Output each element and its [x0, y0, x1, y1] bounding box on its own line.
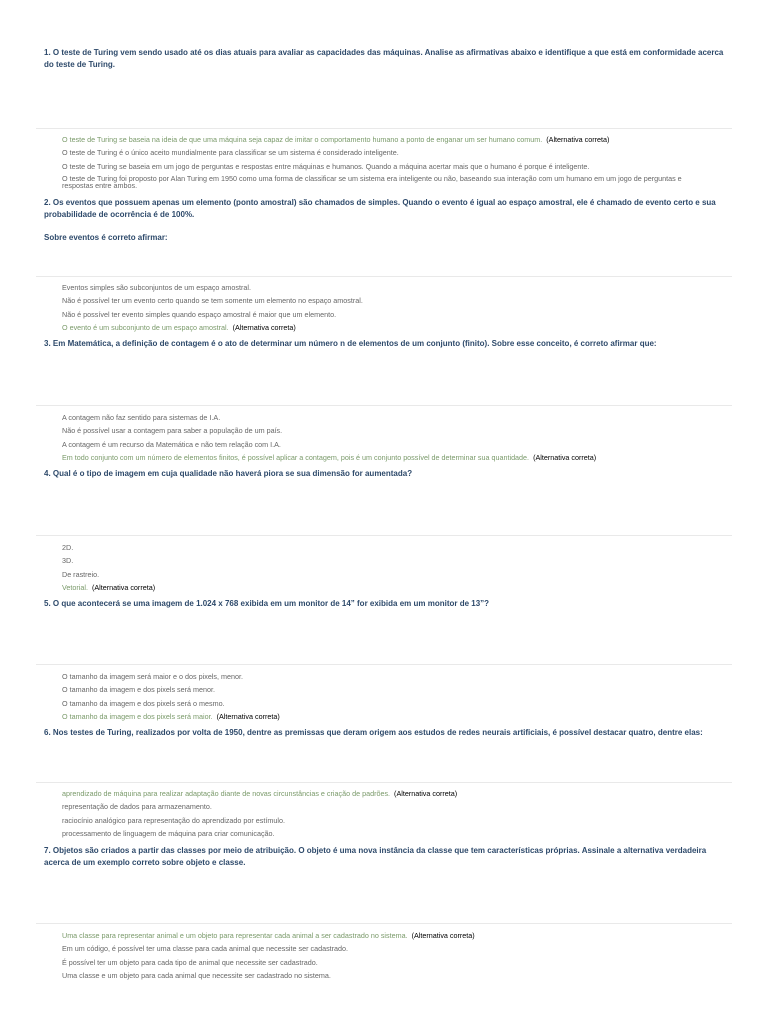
correct-answer-tag: (Alternativa correta) [411, 931, 475, 940]
option-text: Não é possível ter evento simples quando espaço amostral é maior que um elemento. [62, 309, 337, 319]
option-text: O teste de Turing se baseia na ideia de que uma máquina seja capaz de imitar o comportamento humano a ponto de enganar um ser humano comum. [62, 135, 543, 144]
option-text: É possível ter um objeto para cada tipo de animal que necessite ser cadastrado. [62, 957, 318, 967]
answer-option-correct [62, 583, 724, 596]
question-text [44, 598, 726, 610]
option-text: O tamanho da imagem e dos pixels será o mesmo. [62, 698, 225, 708]
question-text [44, 47, 726, 70]
answer-option [62, 699, 724, 712]
option-text: Não é possível ter um evento certo quando se tem somente um elemento no espaço amostral. [62, 296, 363, 306]
answer-option-correct [62, 135, 724, 148]
option-text: processamento de linguagem de máquina para criar comunicação. [62, 828, 275, 838]
question-text [44, 338, 726, 350]
option-text: A contagem é um recurso da Matemática e não tem relação com I.A. [62, 439, 281, 449]
answer-options [62, 543, 724, 596]
answer-option [62, 148, 724, 161]
answer-option-correct [62, 712, 724, 725]
answer-option [62, 802, 724, 815]
question-paragraph: 7. Objetos são criados a partir das classes por meio de atribuição. O objeto é uma nova instância da classe que tem características próprias. Assinale a alternativa verdadeira acerca de um exemplo correto sobre objeto e classe. [44, 846, 707, 867]
question-paragraph: 3. Em Matemática, a definição de contagem é o ato de determinar um número n de elementos de um conjunto (finito). Sobre esse conceito, é correto afirmar que: [44, 339, 657, 348]
option-text: A contagem não faz sentido para sistemas de I.A. [62, 413, 221, 422]
question-paragraph: Sobre eventos é correto afirmar: [44, 233, 168, 242]
option-text: aprendizado de máquina para realizar adaptação diante de novas circunstâncias e criação de padrões. [62, 789, 391, 798]
question-2 [44, 197, 726, 244]
correct-answer-tag: (Alternativa correta) [232, 322, 296, 332]
answer-option [62, 958, 724, 971]
answer-option [62, 543, 724, 556]
question-paragraph: 5. O que acontecerá se uma imagem de 1.024 x 768 exibida em um monitor de 14” for exibida em um monitor de 13”? [44, 599, 490, 608]
divider [36, 923, 732, 924]
answer-option [62, 162, 724, 175]
question-text [44, 197, 726, 244]
answer-option-correct [62, 931, 724, 944]
answer-option [62, 816, 724, 829]
option-text: De rastreio. [62, 569, 100, 579]
question-6 [44, 727, 726, 739]
question-paragraph: 4. Qual é o tipo de imagem em cuja qualidade não haverá piora se sua dimensão for aumentada? [44, 469, 413, 478]
answer-option [62, 672, 724, 685]
question-text [44, 468, 726, 480]
option-text: Eventos simples são subconjuntos de um espaço amostral. [62, 283, 251, 292]
answer-options [62, 413, 724, 466]
option-text: Vetorial. [62, 582, 88, 592]
option-text: O tamanho da imagem será maior e o dos pixels, menor. [62, 672, 243, 681]
answer-option [62, 944, 724, 957]
option-text: 2D. [62, 543, 74, 552]
answer-option [62, 296, 724, 309]
question-paragraph: 2. Os eventos que possuem apenas um elemento (ponto amostral) são chamados de simples. Quando o evento é igual ao espaço amostral, ele é chamado de evento certo e sua probabilidade de ocorrência é de 100%. [44, 198, 716, 219]
option-text: O tamanho da imagem e dos pixels será maior. [62, 711, 213, 721]
divider [36, 782, 732, 783]
question-text [44, 845, 726, 868]
answer-option [62, 310, 724, 323]
answer-option [62, 829, 724, 842]
answer-options [62, 931, 724, 984]
answer-option [62, 413, 724, 426]
answer-option [62, 440, 724, 453]
answer-option [62, 283, 724, 296]
correct-answer-tag: (Alternativa correta) [91, 582, 156, 592]
option-text: Em todo conjunto com um número de elementos finitos, é possível aplicar a contagem, pois é um conjunto possível de determinar sua quantidade. [62, 452, 530, 462]
question-3 [44, 338, 726, 350]
correct-answer-tag: (Alternativa correta) [216, 711, 280, 721]
option-text: O teste de Turing se baseia em um jogo de perguntas e respostas entre máquinas e humanos. Quando a máquina acertar mais que o humano é porque é inteligente. [62, 161, 590, 171]
option-text: O tamanho da imagem e dos pixels será menor. [62, 685, 216, 695]
answer-option [62, 971, 724, 984]
option-text: raciocínio analógico para representação do aprendizado por estímulo. [62, 815, 285, 825]
divider [36, 664, 732, 665]
answer-option [62, 570, 724, 583]
option-text: O teste de Turing é o único aceito mundialmente para classificar se um sistema é considerado inteligente. [62, 148, 399, 158]
option-text: Uma classe e um objeto para cada animal que necessite ser cadastrado no sistema. [62, 970, 331, 980]
answer-options [62, 672, 724, 725]
correct-answer-tag: (Alternativa correta) [533, 452, 597, 462]
answer-options [62, 283, 724, 336]
question-paragraph: 1. O teste de Turing vem sendo usado até os dias atuais para avaliar as capacidades das máquinas. Analise as afirmativas abaixo e identifique a que está em conformidade acerca do teste de Turing. [44, 48, 724, 69]
answer-option [62, 685, 724, 698]
divider [36, 276, 732, 277]
option-text: O evento é um subconjunto de um espaço amostral. [62, 322, 229, 332]
divider [36, 128, 732, 129]
answer-options [62, 135, 724, 189]
option-text: Em um código, é possível ter uma classe para cada animal que necessite ser cadastrado. [62, 944, 349, 954]
option-text: Uma classe para representar animal e um objeto para representar cada animal a ser cadastrado no sistema. [62, 931, 408, 940]
question-5 [44, 598, 726, 610]
option-text: 3D. [62, 556, 74, 566]
question-7 [44, 845, 726, 868]
answer-options [62, 789, 724, 842]
question-4 [44, 468, 726, 480]
answer-option [62, 175, 702, 189]
option-text: representação de dados para armazenamento. [62, 802, 212, 812]
divider [36, 535, 732, 536]
question-paragraph: 6. Nos testes de Turing, realizados por volta de 1950, dentre as premissas que deram origem aos estudos de redes neurais artificiais, é possível destacar quatro, dentre elas: [44, 728, 703, 737]
divider [36, 405, 732, 406]
correct-answer-tag: (Alternativa correta) [394, 789, 458, 798]
option-text: O teste de Turing foi proposto por Alan Turing em 1950 como uma forma de classificar se um sistema era inteligente ou não, baseando sua interação com um humano em um jogo de perguntas e respostas entre ambos. [62, 173, 682, 190]
answer-option-correct [62, 453, 724, 466]
answer-option-correct [62, 323, 724, 336]
question-1 [44, 47, 726, 70]
answer-option-correct [62, 789, 724, 802]
option-text: Não é possível usar a contagem para saber a população de um país. [62, 426, 283, 436]
question-text [44, 727, 726, 739]
answer-option [62, 556, 724, 569]
correct-answer-tag: (Alternativa correta) [546, 135, 610, 144]
answer-option [62, 426, 724, 439]
